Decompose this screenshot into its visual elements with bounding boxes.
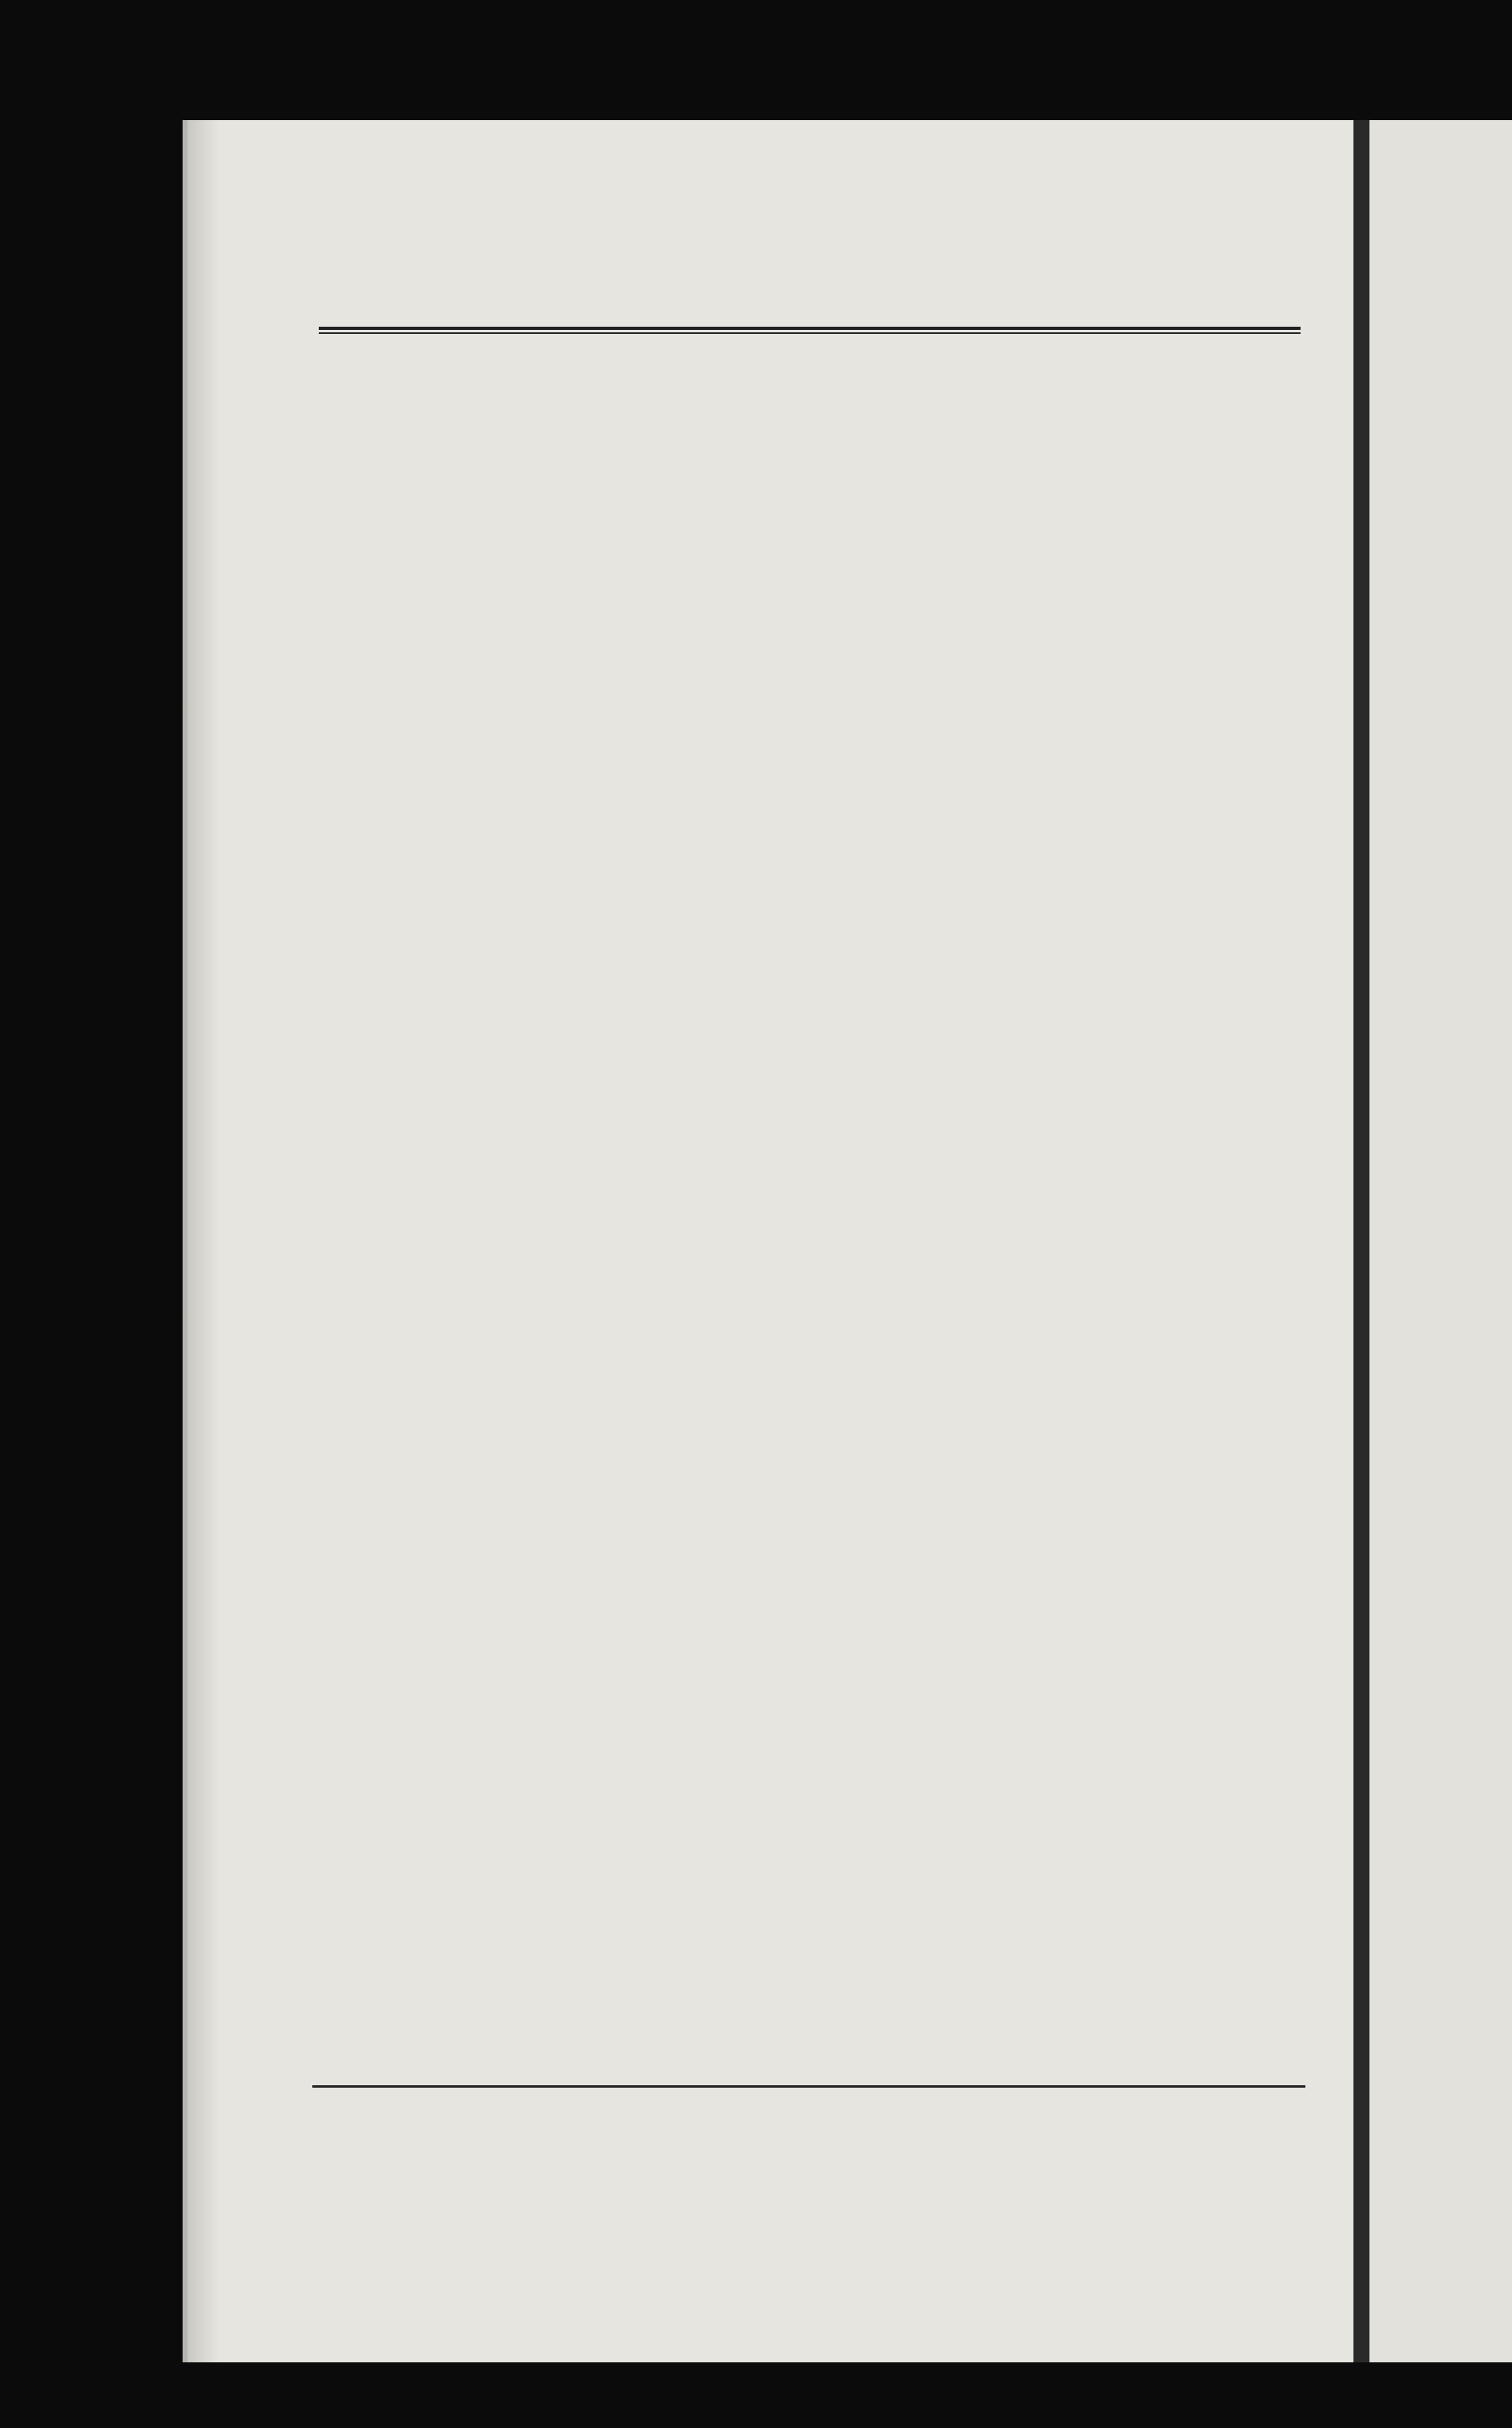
book-gutter [1353,120,1369,2362]
next-page-edge [1369,120,1512,2362]
footer-rule [312,2085,1305,2088]
top-rule [319,327,1301,330]
top-rule-thin [319,332,1301,334]
almanac-page [183,120,1353,2362]
